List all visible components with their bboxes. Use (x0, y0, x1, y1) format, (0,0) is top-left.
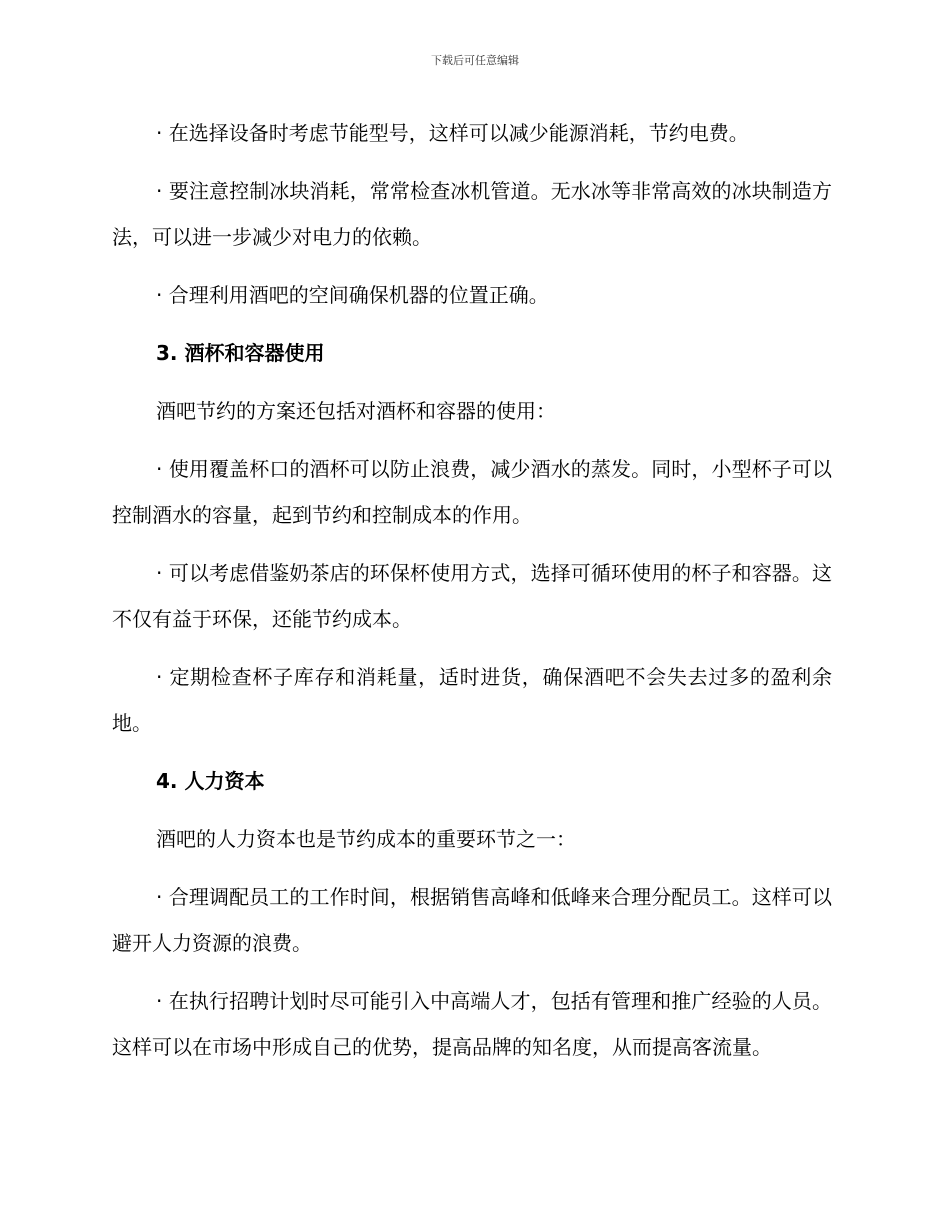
intro-paragraph: 酒吧节约的方案还包括对酒杯和容器的使用： (156, 399, 556, 423)
bullet-paragraph: · 使用覆盖杯口的酒杯可以防止浪费，减少酒水的蒸发。同时，小型杯子可以控制酒水的容量，起到节约和控制成本的作用。 (112, 457, 832, 527)
section-heading: 4. 人力资本 (156, 769, 265, 793)
bullet-paragraph: · 定期检查杯子库存和消耗量，适时进货，确保酒吧不会失去过多的盈利余地。 (112, 665, 832, 735)
bullet-paragraph: · 要注意控制冰块消耗，常常检查冰机管道。无水冰等非常高效的冰块制造方法，可以进一步减少对电力的依赖。 (112, 179, 832, 249)
section-heading: 3. 酒杯和容器使用 (156, 341, 325, 365)
bullet-paragraph: · 在执行招聘计划时尽可能引入中高端人才，包括有管理和推广经验的人员。这样可以在市场中形成自己的优势，提高品牌的知名度，从而提高客流量。 (112, 989, 832, 1059)
bullet-paragraph: · 可以考虑借鉴奶茶店的环保杯使用方式，选择可循环使用的杯子和容器。这不仅有益于环保，还能节约成本。 (112, 561, 832, 631)
intro-paragraph: 酒吧的人力资本也是节约成本的重要环节之一： (156, 827, 576, 851)
bullet-paragraph: · 合理调配员工的工作时间，根据销售高峰和低峰来合理分配员工。这样可以避开人力资源的浪费。 (112, 885, 832, 955)
bullet-paragraph: · 合理利用酒吧的空间确保机器的位置正确。 (156, 283, 549, 307)
page-header: 下载后可任意编辑 (431, 54, 519, 67)
document-body (112, 110, 832, 1070)
bullet-paragraph: · 在选择设备时考虑节能型号，这样可以减少能源消耗，节约电费。 (156, 121, 749, 145)
